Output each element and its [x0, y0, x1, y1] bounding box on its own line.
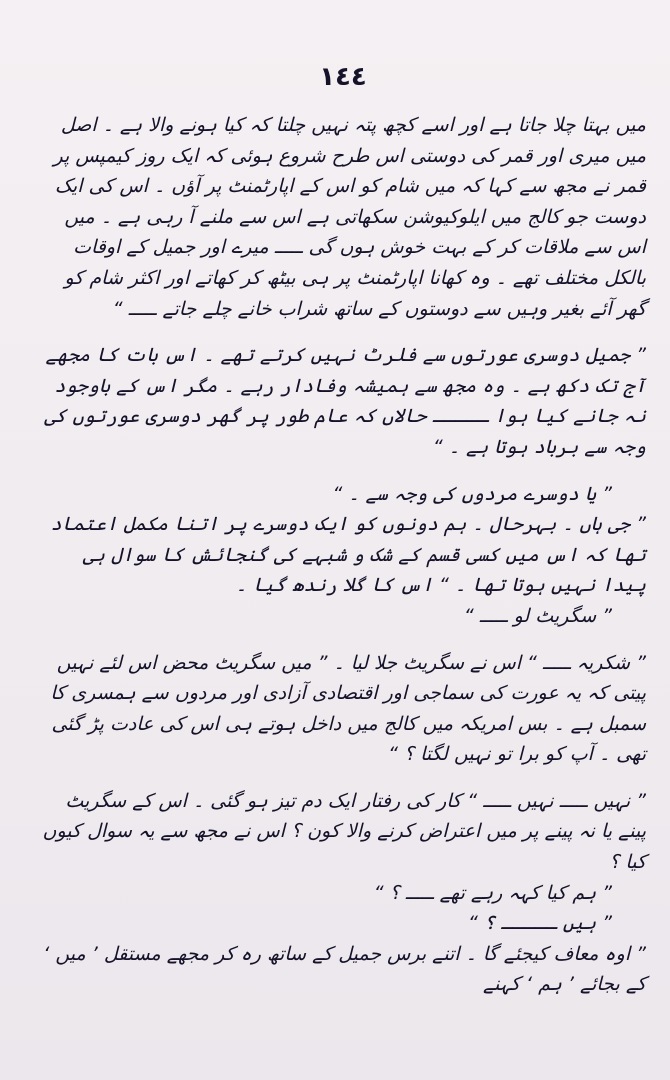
paragraph-10: ” اوہ معاف کیجئے گا ۔ اتنے برس جمیل کے ساتھ رہ کر مجھے مستقل ’ میں ‘ کے بجائے ’ ہم ‘ کہنے: [43, 942, 646, 996]
paragraph-8: ” ہم کیا کہہ رہے تھے ـــــ ؟ “: [373, 881, 612, 904]
paragraph-1: میں بہتا چلا جاتا ہے اور اسے کچھ پتہ نہیں چلتا کہ کیا ہونے والا ہے ۔ اصل میں میری اور قمر کی دوستی اس طرح شروع ہوئی کہ ایک روز کیمپس پر قمر نے مجھ سے کہا کہ میں شام کو اس کے اپارٹمنٹ پر آؤں ۔ اس کی ایک دوست جو کالج میں ایلوکیوشن سکھاتی ہے اس سے ملنے آ رہی ہے ۔ میں اس سے ملاقات کر کے بہت خوش ہوں گی ـــــ میرے اور جمیل کے اوقات بالکل مختلف تھے ۔ وہ کھانا اپارٹمنٹ پر ہی بیٹھ کر کھاتے اور اکثر شام کو گھر آئے بغیر وہیں سے دوستوں کے ساتھ شراب خانے چلے جاتے ـــــ “: [53, 114, 646, 320]
paragraph-4: ” جی ہاں ۔ بہرحال ۔ ہم دونوں کو ایک دوسرے پر اتنا مکمل اعتماد تھا کہ اس میں کسی قسم کے شک و شبہے کی گنجائش کا سوال ہی پیدا نہیں ہوتا تھا ۔ “ اس کا گلا رندھ گیا ۔: [50, 513, 646, 597]
paragraph-3: ” یا دوسرے مردوں کی وجہ سے ۔ “: [332, 482, 612, 505]
page-number: ١٤٤: [319, 62, 367, 92]
paragraph-7: ” نہیں ـــــ نہیں ـــــ “ کار کی رفتار ایک دم تیز ہو گئی ۔ اس کے سگریٹ پینے یا نہ پینے پر میں اعتراض کرنے والا کون ؟ اس نے مجھ سے یہ سوال کیوں کیا ؟: [42, 789, 646, 874]
paragraph-2: ” جمیل دوسری عورتوں سے فلرٹ نہیں کرتے تھے ۔ اس بات کا مجھے آج تک دکھ ہے ۔ وہ مجھ سے ہمیشہ وفادار رہے ۔ مگر اس کے باوجود نہ جانے کیا ہوا ـــــ حالاں کہ عام طور پر گھر دوسری عورتوں کی وجہ سے برباد ہوتا ہے ۔ “: [44, 344, 646, 458]
paragraph-6: ” شکریہ ـــــ “ اس نے سگریٹ جلا لیا ۔ ” میں سگریٹ محض اس لئے نہیں پیتی کہ یہ عورت کی سماجی اور اقتصادی آزادی اور مردوں سے ہمسری کا سمبل ہے ۔ بس امریکہ میں کالج میں داخل ہوتے ہی اس کی عادت پڑ گئی تھی ۔ آپ کو برا تو نہیں لگتا ؟ “: [50, 651, 646, 766]
paragraph-9: ” ہیں ـــــ ؟ “: [467, 912, 612, 935]
page-body: [40, 110, 646, 1000]
paragraph-5: ” سگریٹ لو ـــــ “: [463, 604, 612, 627]
